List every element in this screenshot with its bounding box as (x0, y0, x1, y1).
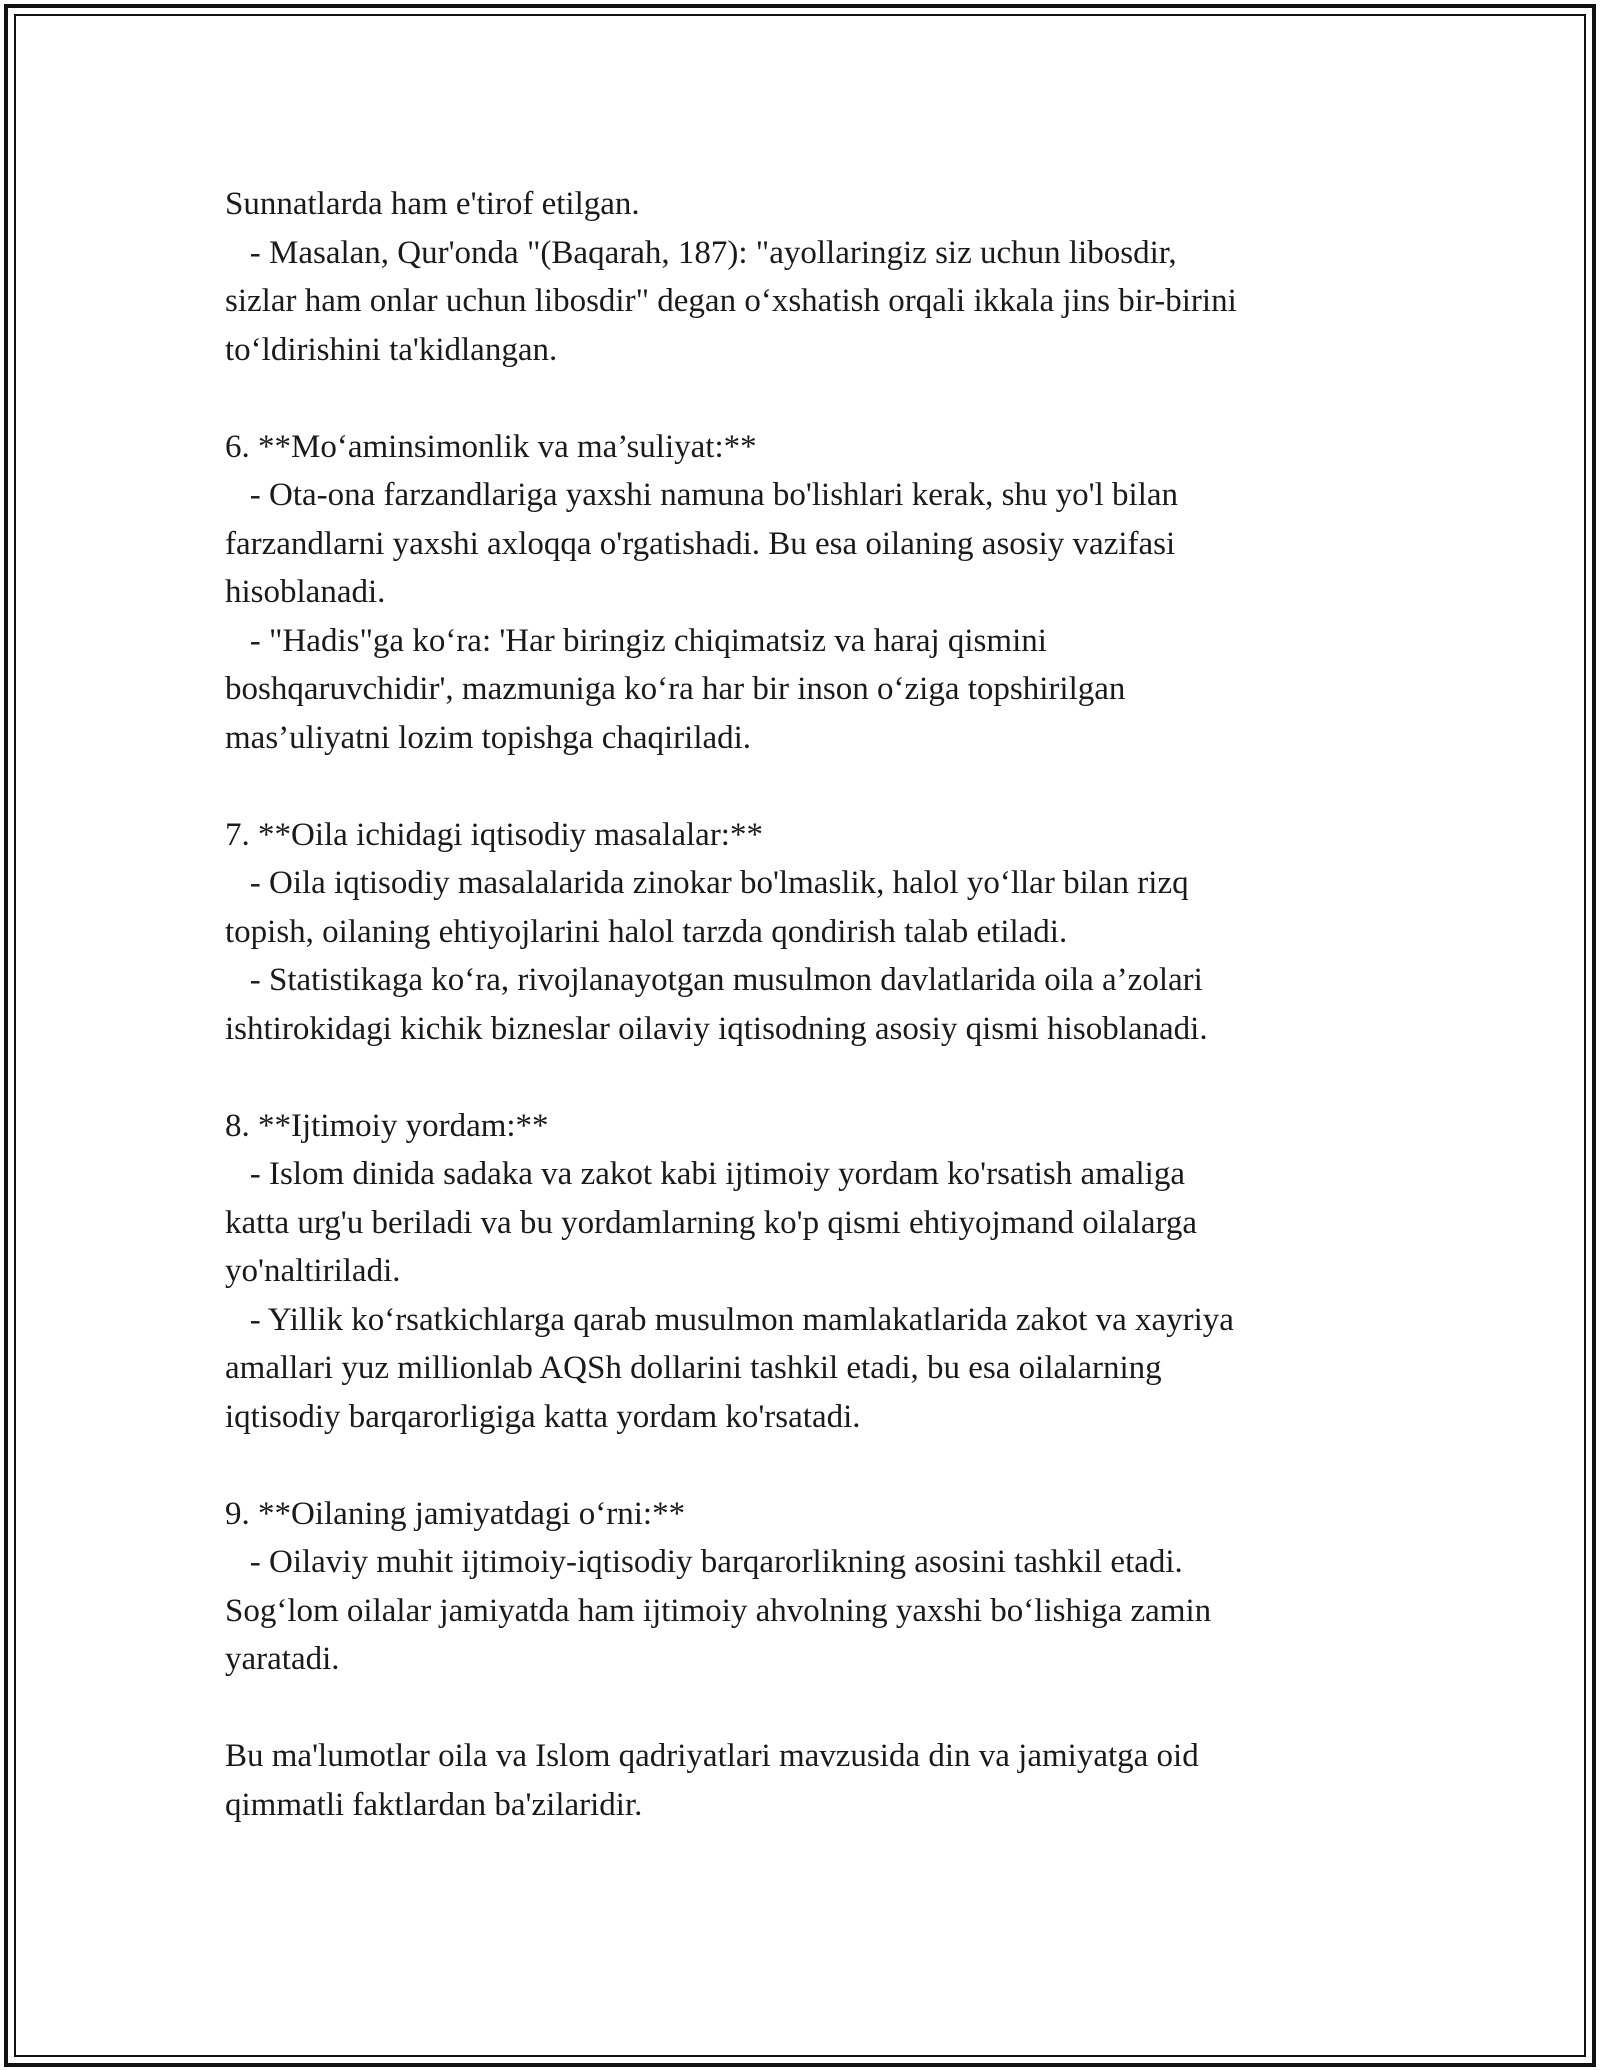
text-line: - Oilaviy muhit ijtimoiy-iqtisodiy barqarorlikning asosini tashkil etadi. (225, 1544, 1183, 1580)
text-line: sizlar ham onlar uchun libosdir" degan o‘xshatish orqali ikkala jins bir-birini (225, 283, 1237, 319)
section-heading: 9. **Oilaning jamiyatdagi o‘rni:** (225, 1495, 686, 1532)
text-line: farzandlarni yaxshi axloqqa o'rgatishadi. Bu esa oilaning asosiy vazifasi (225, 525, 1176, 562)
text-line: - Islom dinida sadaka va zakot kabi ijtimoiy yordam ko'rsatish amaliga (225, 1156, 1185, 1192)
text-line: amallari yuz millionlab AQSh dollarini tashkil etadi, bu esa oilalarning (225, 1350, 1162, 1386)
paragraph-gap (225, 374, 1385, 423)
intro-block (225, 180, 1385, 374)
text-line: hisoblanadi. (225, 574, 386, 610)
text-line: boshqaruvchidir', mazmuniga ko‘ra har bir inson o‘ziga topshirilgan (225, 671, 1126, 707)
text-line: qimmatli faktlardan ba'zilaridir. (225, 1786, 643, 1823)
text-line: to‘ldirishini ta'kidlangan. (225, 331, 558, 368)
text-line: katta urg'u beriladi va bu yordamlarning ko'p qismi ehtiyojmand oilalarga (225, 1204, 1198, 1241)
text-line: mas’uliyatni lozim topishga chaqiriladi. (225, 719, 752, 756)
text-line: - Oila iqtisodiy masalalarida zinokar bo'lmaslik, halol yo‘llar bilan rizq (225, 865, 1189, 901)
section-7 (225, 811, 1385, 1054)
paragraph-gap (225, 762, 1385, 811)
section-9 (225, 1490, 1385, 1684)
text-line: Sunnatlarda ham e'tirof etilgan. (225, 186, 640, 222)
text-line: yo'naltiriladi. (225, 1253, 401, 1289)
text-line: Bu ma'lumotlar oila va Islom qadriyatlari mavzusida din va jamiyatga oid (225, 1738, 1199, 1774)
paragraph-gap (225, 1684, 1385, 1733)
section-8 (225, 1102, 1385, 1442)
text-line: ishtirokidagi kichik bizneslar oilaviy iqtisodning asosiy qismi hisoblanadi. (225, 1010, 1208, 1047)
section-heading: 8. **Ijtimoiy yordam:** (225, 1107, 549, 1144)
conclusion-block (225, 1732, 1385, 1829)
section-heading: 6. **Mo‘aminsimonlik va ma’suliyat:** (225, 428, 757, 465)
section-6 (225, 423, 1385, 763)
text-line: yaratadi. (225, 1641, 340, 1677)
text-line: Sog‘lom oilalar jamiyatda ham ijtimoiy ahvolning yaxshi bo‘lishiga zamin (225, 1592, 1212, 1629)
paragraph-gap (225, 1441, 1385, 1490)
text-line: - "Hadis"ga ko‘ra: 'Har biringiz chiqimatsiz va haraj qismini (225, 622, 1047, 659)
section-heading: 7. **Oila ichidagi iqtisodiy masalalar:** (225, 816, 763, 853)
text-line: - Statistikaga ko‘ra, rivojlanayotgan musulmon davlatlarida oila a’zolari (225, 962, 1203, 998)
text-line: topish, oilaning ehtiyojlarini halol tarzda qondirish talab etiladi. (225, 913, 1068, 950)
document-body (225, 180, 1385, 1829)
paragraph-gap (225, 1053, 1385, 1102)
text-line: iqtisodiy barqarorligiga katta yordam ko'rsatadi. (225, 1398, 861, 1435)
text-line: - Masalan, Qur'onda "(Baqarah, 187): "ayollaringiz siz uchun libosdir, (225, 234, 1177, 271)
text-line: - Yillik ko‘rsatkichlarga qarab musulmon mamlakatlarida zakot va xayriya (225, 1301, 1234, 1338)
text-line: - Ota-ona farzandlariga yaxshi namuna bo'lishlari kerak, shu yo'l bilan (225, 477, 1179, 513)
